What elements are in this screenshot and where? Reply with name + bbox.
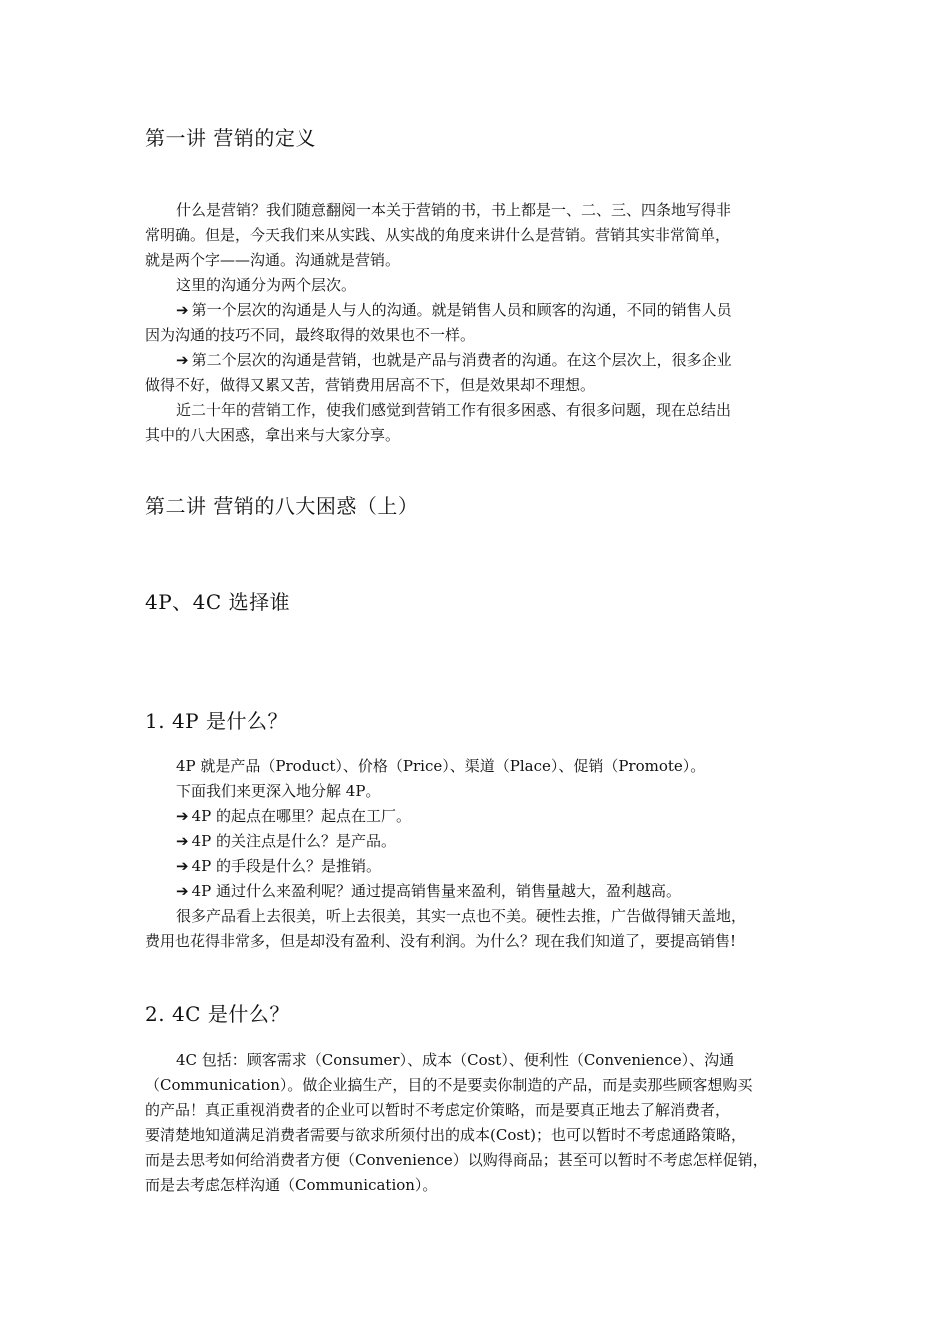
bullet-item: ➔ 4P 的关注点是什么？是产品。: [176, 832, 396, 850]
text-line: 而是去考虑怎样沟通（Communication）。: [145, 1176, 438, 1194]
text-line: 下面我们来更深入地分解 4P。: [176, 782, 381, 800]
paragraph-4c: [145, 1048, 815, 1198]
arrow-icon: ➔: [176, 301, 189, 319]
bullet-item: ➔ 4P 通过什么来盈利呢？通过提高销售量来盈利，销售量越大，盈利越高。: [176, 882, 681, 900]
paragraph-marketing-definition: [145, 198, 815, 448]
bullet-item: ➔ 第一个层次的沟通是人与人的沟通。就是销售人员和顾客的沟通，不同的销售人员: [176, 301, 732, 319]
subheading-4p-4c: 4P、4C 选择谁: [145, 590, 291, 614]
text-line: 因为沟通的技巧不同，最终取得的效果也不一样。: [145, 326, 476, 344]
paragraph-4p: [145, 754, 815, 954]
text-line: 很多产品看上去很美，听上去很美，其实一点也不美。硬性去推，广告做得铺天盖地，: [176, 907, 747, 925]
arrow-icon: ➔: [176, 807, 189, 825]
arrow-icon: ➔: [176, 351, 189, 369]
text-line: 近二十年的营销工作，使我们感觉到营销工作有很多困惑、有很多问题，现在总结出: [176, 401, 732, 419]
arrow-icon: ➔: [176, 832, 189, 850]
bullet-item: ➔ 4P 的手段是什么？是推销。: [176, 857, 381, 875]
text-line: 这里的沟通分为两个层次。: [176, 276, 357, 294]
arrow-icon: ➔: [176, 882, 189, 900]
text-line: 的产品！真正重视消费者的企业可以暂时不考虑定价策略，而是要真正地去了解消费者，: [145, 1101, 731, 1119]
text-line: 4C 包括：顾客需求（Consumer）、成本（Cost）、便利性（Convenience）、沟通: [176, 1051, 735, 1069]
text-line: 费用也花得非常多，但是却没有盈利、没有利润。为什么？现在我们知道了，要提高销售!: [145, 932, 737, 950]
text-line: 要清楚地知道满足消费者需要与欲求所须付出的成本(Cost)；也可以暂时不考虑通路策略，: [145, 1126, 746, 1144]
text-line: 什么是营销？我们随意翻阅一本关于营销的书，书上都是一、二、三、四条地写得非: [176, 201, 732, 219]
heading-lecture-2: 第二讲 营销的八大困惑（上）: [145, 494, 419, 518]
arrow-icon: ➔: [176, 857, 189, 875]
bullet-item: ➔ 第二个层次的沟通是营销，也就是产品与消费者的沟通。在这个层次上，很多企业: [176, 351, 732, 369]
text-line: 就是两个字——沟通。沟通就是营销。: [145, 251, 401, 269]
heading-what-is-4p: 1. 4P 是什么？: [145, 709, 288, 733]
bullet-item: ➔ 4P 的起点在哪里？起点在工厂。: [176, 807, 411, 825]
text-line: 而是去思考如何给消费者方便（Convenience）以购得商品；甚至可以暂时不考虑怎样促销，: [145, 1151, 768, 1169]
text-line: （Communication）。做企业搞生产，目的不是要卖你制造的产品，而是卖那些顾客想购买: [145, 1076, 753, 1094]
heading-lecture-1: 第一讲 营销的定义: [145, 126, 316, 150]
text-line: 做得不好，做得又累又苦，营销费用居高不下，但是效果却不理想。: [145, 376, 596, 394]
text-line: 其中的八大困惑，拿出来与大家分享。: [145, 426, 401, 444]
text-line: 4P 就是产品（Product）、价格（Price）、渠道（Place）、促销（Promote）。: [176, 757, 706, 775]
text-line: 常明确。但是，今天我们来从实践、从实战的角度来讲什么是营销。营销其实非常简单，: [145, 226, 731, 244]
heading-what-is-4c: 2. 4C 是什么？: [145, 1002, 290, 1026]
